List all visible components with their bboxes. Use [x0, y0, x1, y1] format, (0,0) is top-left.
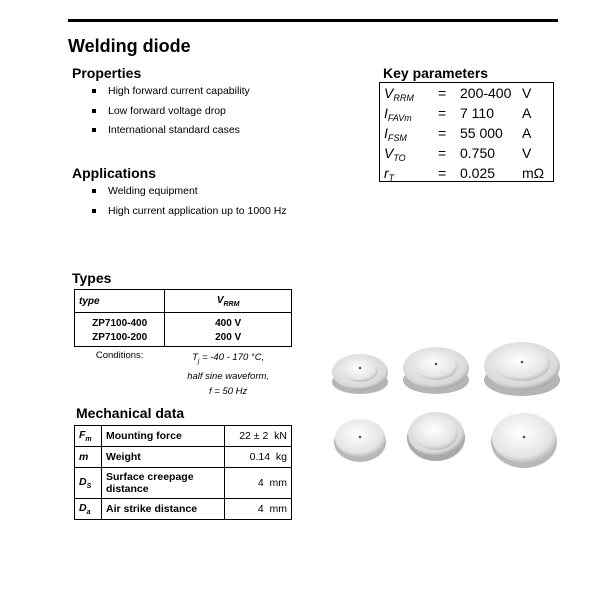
table-row	[75, 330, 292, 347]
key-parameter-row	[380, 163, 553, 183]
diode-puck	[403, 347, 469, 394]
param-equals: =	[438, 165, 447, 181]
param-value: 0.025	[460, 165, 496, 181]
mech-symbol-letter: m	[79, 451, 89, 463]
types-header-row	[75, 290, 292, 313]
param-subscript: T	[388, 173, 395, 183]
param-equals: =	[438, 105, 447, 121]
mech-symbol-subscript: S	[86, 483, 92, 491]
conditions-label: Conditions:	[95, 350, 144, 361]
param-value: 0.750	[460, 145, 496, 161]
mech-value-unit: kg	[275, 451, 287, 463]
table-row	[75, 447, 292, 468]
conditions-row	[75, 347, 292, 399]
key-parameter-row	[380, 83, 553, 103]
table-row	[75, 426, 292, 447]
param-subscript: TO	[393, 153, 406, 163]
mech-symbol-letter: F	[79, 428, 86, 441]
param-subscript: FAVm	[387, 113, 412, 123]
mech-symbol	[75, 499, 102, 520]
mech-label: Weight	[102, 447, 225, 468]
param-value: 7 110	[460, 105, 494, 121]
mech-value-number: 4	[257, 503, 264, 515]
list-item: International standard cases	[92, 123, 250, 143]
key-parameter-row	[380, 103, 553, 123]
types-table	[74, 289, 292, 399]
mech-symbol-letter: D	[79, 475, 87, 488]
voltage-cell: 400 V	[165, 313, 292, 331]
param-subscript: RRM	[393, 93, 414, 103]
mech-value	[225, 499, 292, 520]
mech-symbol	[75, 447, 102, 468]
conditions-line-3: f = 50 Hz	[209, 385, 248, 397]
param-equals: =	[438, 125, 447, 141]
param-equals: =	[438, 85, 447, 101]
mech-value-unit: kN	[274, 430, 287, 442]
table-row	[75, 499, 292, 520]
top-rule	[68, 19, 558, 22]
param-unit: V	[522, 145, 532, 161]
applications-list	[92, 184, 287, 223]
param-symbol: r	[384, 165, 389, 181]
table-row	[75, 468, 292, 499]
list-item: Welding equipment	[92, 184, 287, 204]
mech-symbol	[75, 426, 102, 447]
conditions-text	[165, 347, 292, 399]
param-symbol: V	[384, 85, 394, 101]
key-parameters-heading: Key parameters	[383, 65, 489, 81]
vrrm-symbol: V	[216, 294, 224, 306]
list-item: Low forward voltage drop	[92, 104, 250, 124]
param-value: 55 000	[460, 125, 503, 141]
param-unit: A	[522, 105, 532, 121]
diode-puck	[334, 419, 386, 462]
key-parameter-row	[380, 143, 553, 163]
mech-value	[225, 468, 292, 499]
diode-packages-image	[320, 330, 560, 490]
list-item: High forward current capability	[92, 84, 250, 104]
mech-value-number: 22 ± 2	[239, 430, 269, 442]
page-title: Welding diode	[68, 36, 191, 56]
table-row	[75, 313, 292, 331]
param-symbol: I	[384, 125, 388, 141]
mech-label: Mounting force	[102, 426, 225, 447]
conditions-t-symbol: T	[192, 352, 198, 363]
param-unit: V	[522, 85, 532, 101]
types-heading: Types	[72, 270, 112, 286]
diode-puck	[484, 342, 560, 396]
mech-symbol-letter: D	[79, 501, 87, 514]
mech-value-number: 4	[257, 477, 264, 489]
list-item: High current application up to 1000 Hz	[92, 204, 287, 224]
mech-symbol	[75, 468, 102, 499]
col-vrrm-header	[165, 290, 292, 313]
type-cell: ZP7100-200	[75, 330, 165, 347]
conditions-t-subscript: j	[197, 357, 200, 365]
mech-value-unit: mm	[269, 503, 287, 515]
mech-value-unit: mm	[269, 477, 287, 489]
mech-symbol-subscript: a	[86, 509, 91, 517]
mech-value	[225, 426, 292, 447]
mechanical-table	[74, 425, 292, 520]
param-value: 200-400	[460, 85, 512, 101]
diode-puck	[407, 412, 465, 461]
param-unit: A	[522, 125, 532, 141]
param-unit: mΩ	[522, 165, 545, 181]
key-parameter-row	[380, 123, 553, 143]
mech-value	[225, 447, 292, 468]
key-parameters-table	[379, 82, 554, 182]
param-symbol: I	[384, 105, 388, 121]
voltage-cell: 200 V	[165, 330, 292, 347]
conditions-line-1: = -40 - 170 °C,	[199, 352, 265, 363]
conditions-line-2: half sine waveform,	[187, 370, 270, 382]
properties-heading: Properties	[72, 65, 142, 81]
mech-label: Air strike distance	[102, 499, 225, 520]
mech-symbol-subscript: m	[85, 436, 92, 444]
properties-list	[92, 84, 250, 143]
mechanical-heading: Mechanical data	[76, 405, 185, 421]
vrrm-subscript: RRM	[223, 300, 240, 308]
mech-label: Surface creepage distance	[102, 468, 225, 499]
applications-heading: Applications	[72, 165, 157, 181]
diode-puck	[491, 413, 557, 468]
col-type-header: type	[75, 290, 165, 313]
param-subscript: FSM	[387, 133, 407, 143]
param-symbol: V	[384, 145, 394, 161]
diode-puck	[332, 354, 388, 394]
param-equals: =	[438, 145, 447, 161]
type-cell: ZP7100-400	[75, 313, 165, 331]
mech-value-number: 0.14	[249, 451, 271, 463]
